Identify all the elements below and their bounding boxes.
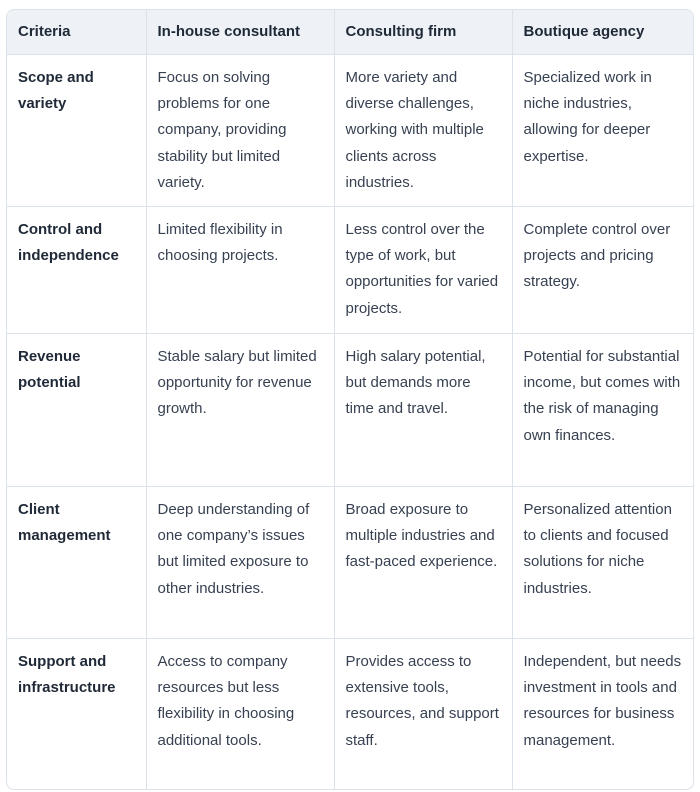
- criteria-cell: Scope and variety: [7, 55, 146, 207]
- table-cell: Personalized attention to clients and focused solutions for niche industries.: [512, 487, 693, 639]
- table-cell: Stable salary but limited opportunity for revenue growth.: [146, 334, 334, 487]
- table-cell: Independent, but needs investment in tools and resources for business management.: [523, 653, 682, 749]
- criteria-cell: Control and independence: [7, 207, 146, 334]
- table-cell: Broad exposure to multiple industries and fast-paced experience.: [334, 487, 512, 639]
- table-cell: High salary potential, but demands more time and travel.: [334, 334, 512, 487]
- comparison-table: [7, 10, 693, 789]
- comparison-table-container: [6, 9, 694, 790]
- table-row: [7, 55, 693, 207]
- criteria-cell: Revenue potential: [7, 334, 146, 487]
- header-in-house-consultant: In-house consultant: [146, 10, 334, 55]
- table-cell: Provides access to extensive tools, resources, and support staff.: [334, 639, 512, 790]
- table-cell: Access to company resources but less flexibility in choosing additional tools.: [146, 639, 334, 790]
- table-cell: More variety and diverse challenges, working with multiple clients across industries.: [334, 55, 512, 207]
- table-cell: Potential for substantial income, but comes with the risk of managing own finances.: [512, 334, 693, 487]
- header-consulting-firm: Consulting firm: [334, 10, 512, 55]
- criteria-cell: Client management: [7, 487, 146, 639]
- table-header-row: [7, 10, 693, 55]
- table-row: [7, 334, 693, 487]
- table-cell: Focus on solving problems for one company, providing stability but limited variety.: [146, 55, 334, 207]
- header-boutique-agency: Boutique agency: [512, 10, 693, 55]
- criteria-cell: Support and infrastructure: [7, 639, 146, 790]
- table-row: [7, 487, 693, 639]
- table-cell: Deep understanding of one company’s issues but limited exposure to other industries.: [146, 487, 334, 639]
- table-cell: Less control over the type of work, but opportunities for varied projects.: [334, 207, 512, 334]
- table-row: [7, 207, 693, 334]
- table-cell: Complete control over projects and pricing strategy.: [512, 207, 693, 334]
- table-row: [7, 639, 693, 790]
- header-criteria: Criteria: [7, 10, 146, 55]
- table-cell: Specialized work in niche industries, allowing for deeper expertise.: [512, 55, 693, 207]
- table-cell: Limited flexibility in choosing projects.: [146, 207, 334, 334]
